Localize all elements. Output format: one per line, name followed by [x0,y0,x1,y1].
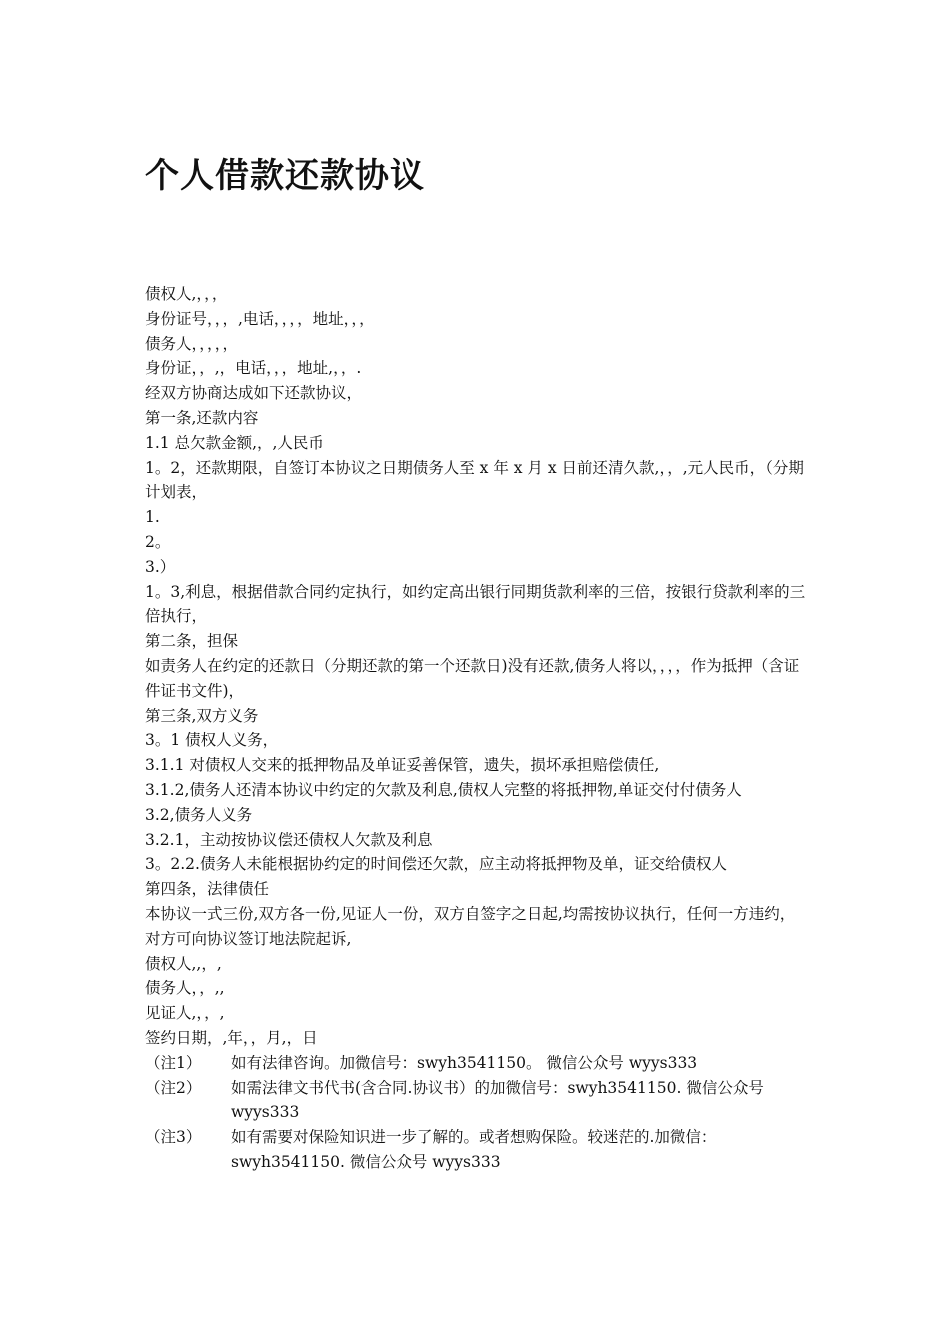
installment-1: 1. [145,508,160,527]
installment-2: 2。 [145,532,171,551]
note-2-text: 如需法律文书代书(含合同.协议书）的加微信号：swyh3541150. 微信公众号 wyys333 [231,1078,764,1122]
clause-3-1: 3。1 债权人义务， [145,731,279,750]
clause-1-1: 1.1 总欠款金额,，,人民币 [145,433,324,452]
article-4-heading: 第四条，法律债任 [145,880,270,899]
article-2-heading: 第二条，担保 [145,632,239,651]
debtor-id-line: 身份证，，,，电话，，，地址,，，. [145,359,362,378]
clause-3-1-2: 3.1.2,债务人还清本协议中约定的欠款及利息,债权人完整的将抵押物,单证交付付债务人 [145,780,742,799]
note-3-label: （注3） [145,1128,202,1147]
document-body [145,282,810,1175]
clause-1-2: 1。2，还款期限，自签订本协议之日期债务人至 x 年 x 月 x 日前还清久款,，，,元人民币，（分期计划表， [145,458,804,502]
clause-3-2-1: 3.2.1，主动按协议偿还债权人欠款及利息 [145,830,433,849]
creditor-id-line: 身份证号，，，,电话，，，，地址，，， [145,309,375,328]
article-1-heading: 第一条,还款内容 [145,408,259,427]
signing-date-line: 签约日期，,年，，月,，日 [145,1028,318,1047]
document-title: 个人借款还款协议 [145,156,425,196]
clause-1-3: 1。3,利息，根据借款合同约定执行，如约定高出银行同期货款利率的三倍，按银行贷款利率的三倍执行， [145,582,806,626]
clause-3-1-1: 3.1.1 对债权人交来的抵押物品及单证妥善保管，遗失，损坏承担赔偿债任, [145,756,660,775]
clause-3-2: 3.2,债务人义务 [145,805,253,824]
debtor-line: 债务人，，，，， [145,334,239,353]
note-1 [145,1051,810,1076]
agreement-intro: 经双方协商达成如下还款协议， [145,384,363,403]
witness-signature-line: 见证人,，，, [145,1004,225,1023]
note-2 [145,1076,810,1126]
article-3-heading: 第三条,双方义务 [145,706,259,725]
note-3-text: 如有需要对保险知识进一步了解的。或者想购保险。较迷茫的.加微信：swyh3541150. 微信公众号 wyys333 [231,1128,717,1171]
note-1-text: 如有法律咨询。加微信号：swyh3541150。 微信公众号 wyys333 [231,1053,698,1072]
note-1-label: （注1） [145,1053,202,1072]
legal-liability-clause: 本协议一式三份,双方各一份,见证人一份，双方自签字之日起,均需按协议执行，任何一方违约，对方可向协议签订地法院起诉, [145,904,796,948]
creditor-line: 债权人,，，， [145,285,228,303]
guarantee-clause: 如责务人在约定的还款日（分期还款的第一个还款日)没有还款,债务人将以，，，，作为抵押（含证件证书文件)， [145,656,800,700]
creditor-signature-line: 债权人,,，, [145,954,222,973]
note-2-label: （注2） [145,1078,202,1097]
installment-3: 3.） [145,557,176,576]
debtor-signature-line: 债务人，，,, [145,979,225,998]
clause-3-2-2: 3。2.2.债务人未能根据协约定的时间偿还欠款，应主动将抵押物及单，证交给债权人 [145,855,727,874]
note-3 [145,1125,810,1175]
